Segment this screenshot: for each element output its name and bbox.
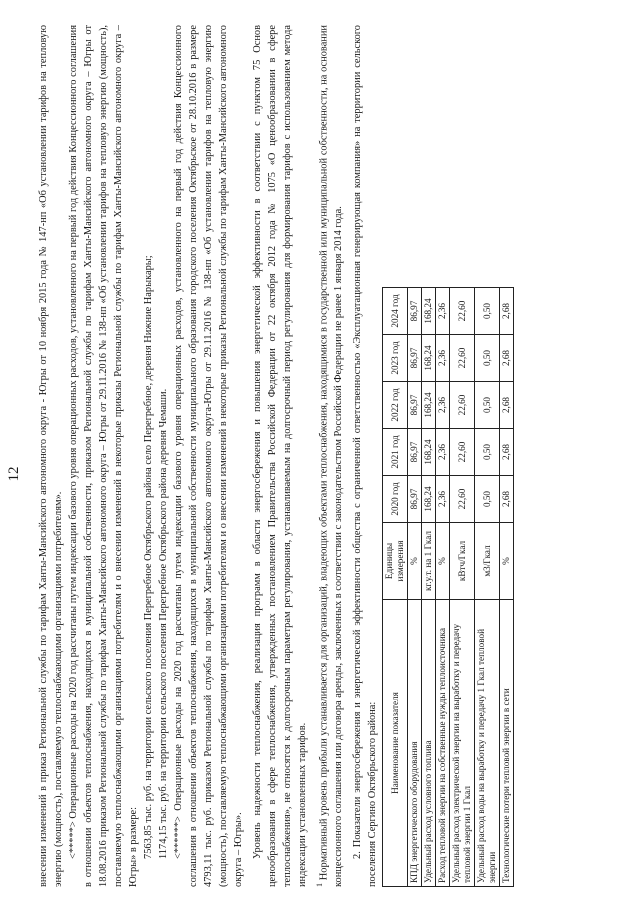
header-indicator: Наименование показателя <box>383 600 408 887</box>
value-cell: 2,36 <box>436 429 450 476</box>
footnote-text: Нормативный уровень прибыли устанавливается для организаций, владеющих объектами теплоснабжения, находящимися в государственной или муниципальной собственности, на основании концессионного соглашения или договора аренды, заключенных в соответствии с законодательством Российской Федерации не ранее 1 января 2014 года. <box>318 25 345 887</box>
section-2-intro: 2. Показатели энергосбережения и энергетической эффективности общества с ограниченной ответственностью «Эксплуатационная генерирующая компания» на территории сельского поселения Сергино Октябрьского района: <box>352 25 379 887</box>
table-row <box>408 288 422 887</box>
value-cell: 2,68 <box>500 476 514 523</box>
indicator-cell: КПД энергетического оборудования <box>408 600 422 887</box>
unit-cell: % <box>408 523 422 600</box>
value-cell: 2,68 <box>500 288 514 335</box>
value-cell: 168,24 <box>422 382 436 429</box>
value-cell: 168,24 <box>422 288 436 335</box>
value-cell: 86,97 <box>408 288 422 335</box>
unit-cell: кг.у.т. на 1 Гкал <box>422 523 436 600</box>
value-cell: 0,50 <box>475 335 500 382</box>
table-row <box>500 288 514 887</box>
value-cell: 22,60 <box>450 382 475 429</box>
value-cell: 86,97 <box>408 429 422 476</box>
value-cell: 2,68 <box>500 429 514 476</box>
paragraph-2: <*****> Операционные расходы на 2020 год рассчитаны путем индексации базового уровня операционных расходов, установленного на первый год действия Концессионного соглашения в отношении объектов теплоснабжения, находящихся в муниципальной собственности, приказом Региональной службы по тарифам Ханты-Мансийского автономного округа – Югры от 18.08.2016 приказом Региональной службы по тарифам Ханты-Мансийского автономного округа – Югры от 29.11.2016 № 138-нп «Об установлении тарифов на тепловую энергию (мощность), поставляемую теплоснабжающими организациями потребителям и о внесении изменений в некоторые приказы Региональной службы по тарифам Ханты-Мансийского автономного округа – Югры» в размере: <box>68 25 139 887</box>
header-2024: 2024 год <box>383 288 408 335</box>
value-cell: 2,36 <box>436 288 450 335</box>
table-row <box>450 288 475 887</box>
indicator-cell: Расход тепловой энергии на собственные нужды теплоисточника <box>436 600 450 887</box>
unit-cell: кВтч/Гкал <box>450 523 475 600</box>
value-cell: 2,68 <box>500 382 514 429</box>
value-cell: 0,50 <box>475 382 500 429</box>
paragraph-1: внесении изменений в приказ Региональной службы по тарифам Ханты-Мансийского автономного округа - Югры от 10 ноября 2015 года № 147-нп «Об установлении тарифов на тепловую энергию (мощность), поставляемую теплоснабжающими организациями потребителям». <box>38 25 64 887</box>
paragraph-6: Уровень надежности теплоснабжения, реализация программ в области энергосбережения и повышения энергетической эффективности в соответствии с пунктом 75 Основ ценообразования в сфере теплоснабжения, утвержденных постановлением Правительства Российской Федерации от 22 октября 2012 года № 1075 «О ценообразовании в сфере теплоснабжения», не относятся к долгосрочным параметрам регулирования, устанавливаемым на долгосрочный период регулирования для формирования тарифов с использованием метода индексации установленных тарифов. <box>252 25 308 887</box>
page-number: 12 <box>6 466 22 482</box>
value-cell: 2,68 <box>500 335 514 382</box>
value-cell: 86,97 <box>408 335 422 382</box>
value-cell: 22,60 <box>450 288 475 335</box>
value-cell: 2,36 <box>436 382 450 429</box>
table-row <box>475 288 500 887</box>
indicator-cell: Удельный расход условного топлива <box>422 600 436 887</box>
value-cell: 0,50 <box>475 476 500 523</box>
paragraph-4: 1174,15 тыс. руб. на территории сельского поселения Перегребное Октябрьского района деревня Чемаши. <box>158 388 169 859</box>
paragraph-3: 7563,85 тыс. руб. на территории сельского поселения Перегребное Октябрьского района село Перегребное, деревня Нижние Нарыкары; <box>143 255 154 859</box>
header-unit: Единицы измерения <box>383 523 408 600</box>
paragraph-5: <******> Операционные расходы на 2020 год рассчитаны путем индексации базового уровня операционных расходов, установленного на первый год действия Концессионного соглашения в отношении объектов теплоснабжения, находящихся в муниципальной собственности муниципального образования городского поселения Октябрьское от 28.10.2016 в размере 4793,11 тыс. руб. приказом Региональной службы по тарифам Ханты-Мансийского автономного округа-Югры от 29.11.2016 № 138-нп «Об установлении тарифов на тепловую энергию (мощность), поставляемую теплоснабжающими организациями потребителям и о внесении изменений в некоторые приказы Региональной службы по тарифам Ханты-Мансийского автономного округа – Югры». <box>173 25 244 887</box>
footnote-paragraph <box>312 25 346 887</box>
table-row <box>436 288 450 887</box>
indicator-cell: Удельный расход электрической энергии на выработку и передачу тепловой энергии 1 Гкал <box>450 600 475 887</box>
value-cell: 86,97 <box>408 476 422 523</box>
header-2021: 2021 год <box>383 429 408 476</box>
header-2020: 2020 год <box>383 476 408 523</box>
value-cell: 22,60 <box>450 476 475 523</box>
table-header-row <box>383 288 408 887</box>
value-cell: 168,24 <box>422 476 436 523</box>
unit-cell: м3/Гкал <box>475 523 500 600</box>
document-body <box>36 25 514 887</box>
value-cell: 168,24 <box>422 429 436 476</box>
table-row <box>422 288 436 887</box>
value-cell: 168,24 <box>422 335 436 382</box>
value-cell: 2,36 <box>436 335 450 382</box>
efficiency-table <box>382 287 514 887</box>
unit-cell: % <box>500 523 514 600</box>
value-cell: 22,60 <box>450 429 475 476</box>
value-cell: 86,97 <box>408 382 422 429</box>
unit-cell: % <box>436 523 450 600</box>
indicator-cell: Технологические потери тепловой энергии в сети <box>500 600 514 887</box>
value-cell: 0,50 <box>475 288 500 335</box>
value-cell: 2,36 <box>436 476 450 523</box>
value-cell: 22,60 <box>450 335 475 382</box>
footnote-marker: 1 <box>315 883 324 887</box>
header-2023: 2023 год <box>383 335 408 382</box>
value-cell: 0,50 <box>475 429 500 476</box>
header-2022: 2022 год <box>383 382 408 429</box>
indicator-cell: Удельный расход воды на выработку и передачу 1 Гкал тепловой энергии <box>475 600 500 887</box>
